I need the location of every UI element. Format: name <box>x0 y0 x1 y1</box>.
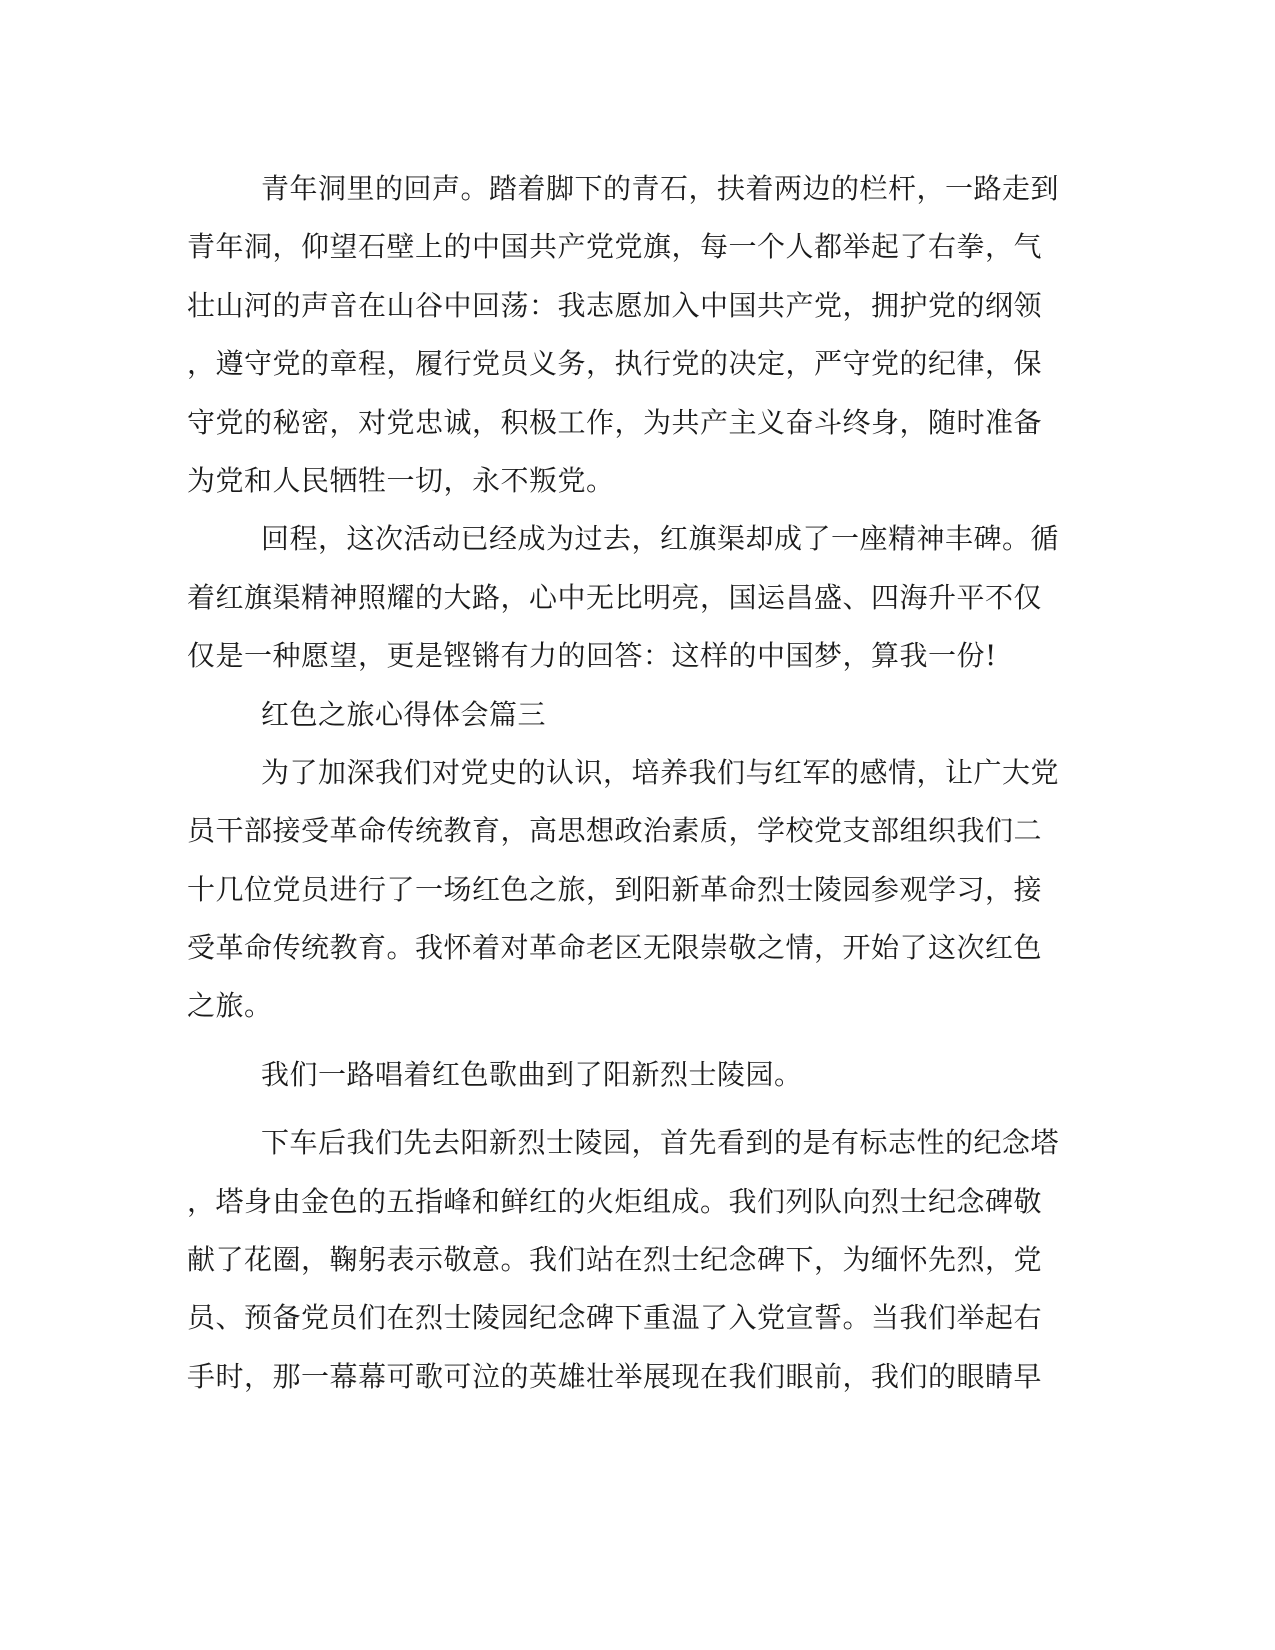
text-line: 下车后我们先去阳新烈士陵园，首先看到的是有标志性的纪念塔 <box>261 1126 1060 1160</box>
text-line: 之旅。 <box>187 989 273 1023</box>
text-line: 着红旗渠精神照耀的大路，心中无比明亮，国运昌盛、四海升平不仅 <box>187 580 1043 614</box>
text-line: 员干部接受革命传统教育，高思想政治素质，学校党支部组织我们二 <box>187 814 1043 848</box>
text-line: 回程，这次活动已经成为过去，红旗渠却成了一座精神丰碑。循 <box>261 522 1060 556</box>
text-line: 青年洞，仰望石壁上的中国共产党党旗，每一个人都举起了右拳，气 <box>187 230 1043 264</box>
document-body <box>187 160 1067 1406</box>
text-line: 十几位党员进行了一场红色之旅，到阳新革命烈士陵园参观学习，接 <box>187 872 1043 906</box>
text-line: 我们一路唱着红色歌曲到了阳新烈士陵园。 <box>261 1057 803 1091</box>
paragraph-4 <box>187 1046 1067 1104</box>
paragraph-1 <box>187 160 1067 510</box>
text-line: 员、预备党员们在烈士陵园纪念碑下重温了入党宣誓。当我们举起右 <box>187 1301 1043 1335</box>
paragraph-5 <box>187 1114 1067 1406</box>
paragraph-3 <box>187 744 1067 1036</box>
heading-text: 红色之旅心得体会篇三 <box>261 697 547 731</box>
text-line: 献了花圈，鞠躬表示敬意。我们站在烈士纪念碑下，为缅怀先烈，党 <box>187 1243 1043 1277</box>
text-line: 手时，那一幕幕可歌可泣的英雄壮举展现在我们眼前，我们的眼睛早 <box>187 1359 1043 1393</box>
text-line: 为党和人民牺牲一切，永不叛党。 <box>187 463 615 497</box>
text-line: 青年洞里的回声。踏着脚下的青石，扶着两边的栏杆，一路走到 <box>261 172 1060 205</box>
paragraph-2 <box>187 510 1067 685</box>
text-line: 守党的秘密，对党忠诚，积极工作，为共产主义奋斗终身，随时准备 <box>187 405 1043 439</box>
text-line: 仅是一种愿望，更是铿锵有力的回答：这样的中国梦，算我一份! <box>187 639 997 673</box>
paragraph-spacer <box>187 1036 1067 1046</box>
text-line: ，遵守党的章程，履行党员义务，执行党的决定，严守党的纪律，保 <box>187 347 1043 381</box>
paragraph-spacer <box>187 1104 1067 1114</box>
section-heading <box>187 686 1067 744</box>
text-line: ，塔身由金色的五指峰和鲜红的火炬组成。我们列队向烈士纪念碑敬 <box>187 1184 1043 1218</box>
text-line: 为了加深我们对党史的认识，培养我们与红军的感情，让广大党 <box>261 755 1060 789</box>
text-line: 受革命传统教育。我怀着对革命老区无限崇敬之情，开始了这次红色 <box>187 931 1043 965</box>
text-line: 壮山河的声音在山谷中回荡：我志愿加入中国共产党，拥护党的纲领 <box>187 288 1043 322</box>
